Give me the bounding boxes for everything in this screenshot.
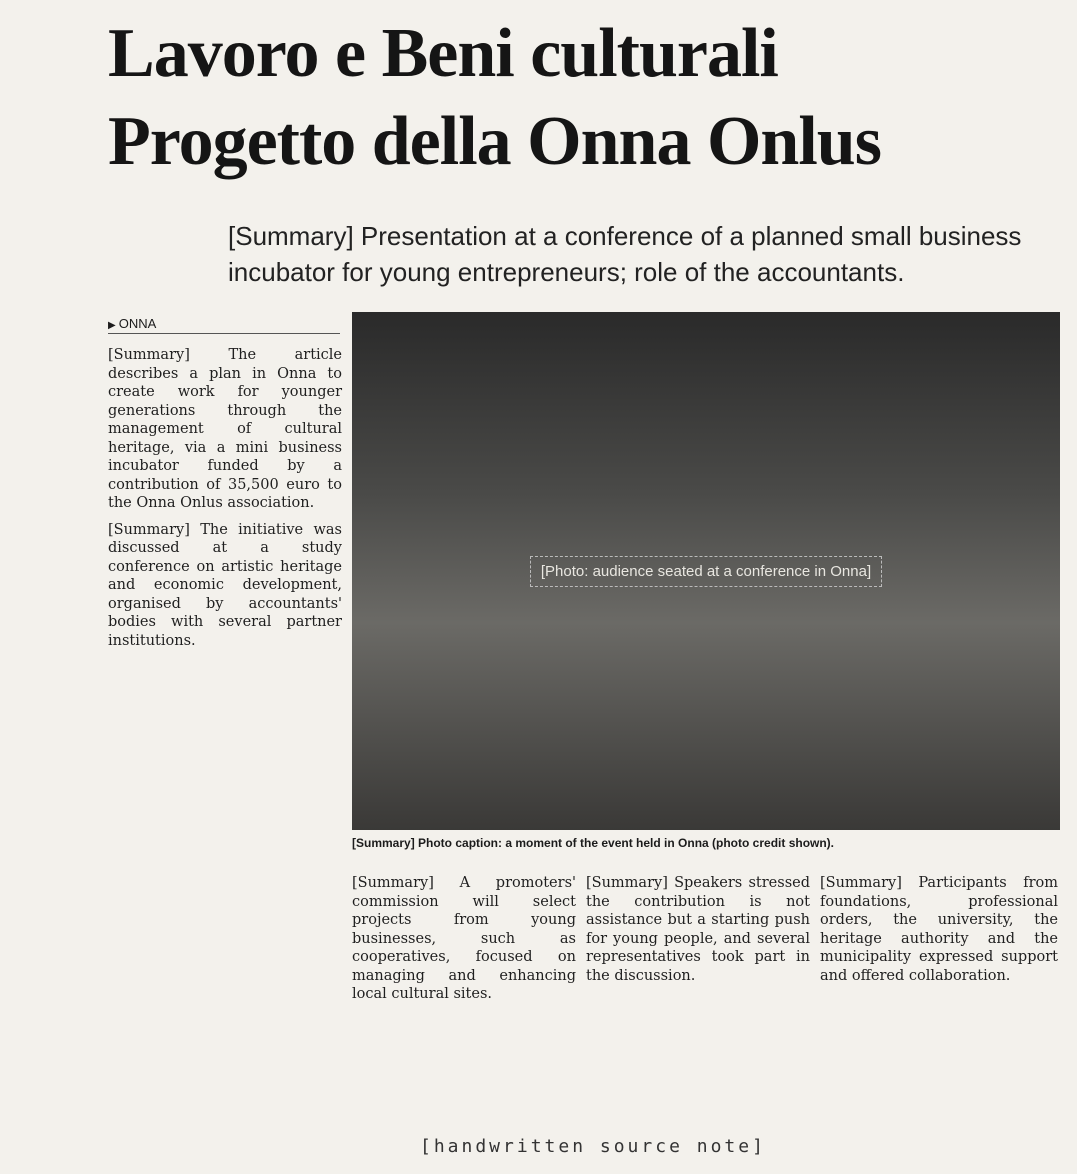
article-column-4 — [820, 874, 1058, 993]
subheading: [Summary] Presentation at a conference of a planned small business incubator for young entrepreneurs; role of the accountants. — [228, 221, 1022, 287]
col2-paragraph-1: [Summary] A promoters' commission will select projects from young businesses, such as cooperatives, focused on managing and enhancing local cultural sites. — [352, 875, 576, 1002]
article-column-2 — [352, 874, 576, 1012]
headline — [108, 10, 1068, 186]
col4-paragraph-1: [Summary] Participants from foundations, professional orders, the university, the heritage authority and the municipality expressed support and offered collaboration. — [820, 875, 1058, 984]
col1-paragraph-2: [Summary] The initiative was discussed at a study conference on artistic heritage and economic development, organised by accountants' bodies with several partner institutions. — [108, 521, 342, 649]
col3-paragraph-1: [Summary] Speakers stressed the contribution is not assistance but a starting push for young people, and several representatives took part in the discussion. — [586, 875, 810, 984]
headline-line-2: Progetto della Onna Onlus — [108, 103, 881, 180]
kicker-marker-icon: ▶ — [108, 320, 116, 331]
photo-caption: [Summary] Photo caption: a moment of the event held in Onna (photo credit shown). — [352, 836, 835, 850]
col1-paragraph-1: [Summary] The article describes a plan in Onna to create work for younger generations through the management of cultural heritage, via a mini business incubator funded by a contribution of 35,500 euro to the Onna Onlus association. — [108, 347, 342, 511]
location-kicker — [108, 316, 340, 334]
handwritten-source-note: [handwritten source note] — [420, 1136, 766, 1157]
kicker-label: ONNA — [118, 316, 157, 331]
headline-line-1: Lavoro e Beni culturali — [108, 15, 778, 92]
article-column-1 — [108, 346, 342, 658]
photo-placeholder-label: [Photo: audience seated at a conference in Onna] — [530, 556, 882, 587]
event-photo — [352, 312, 1060, 830]
article-column-3 — [586, 874, 810, 993]
